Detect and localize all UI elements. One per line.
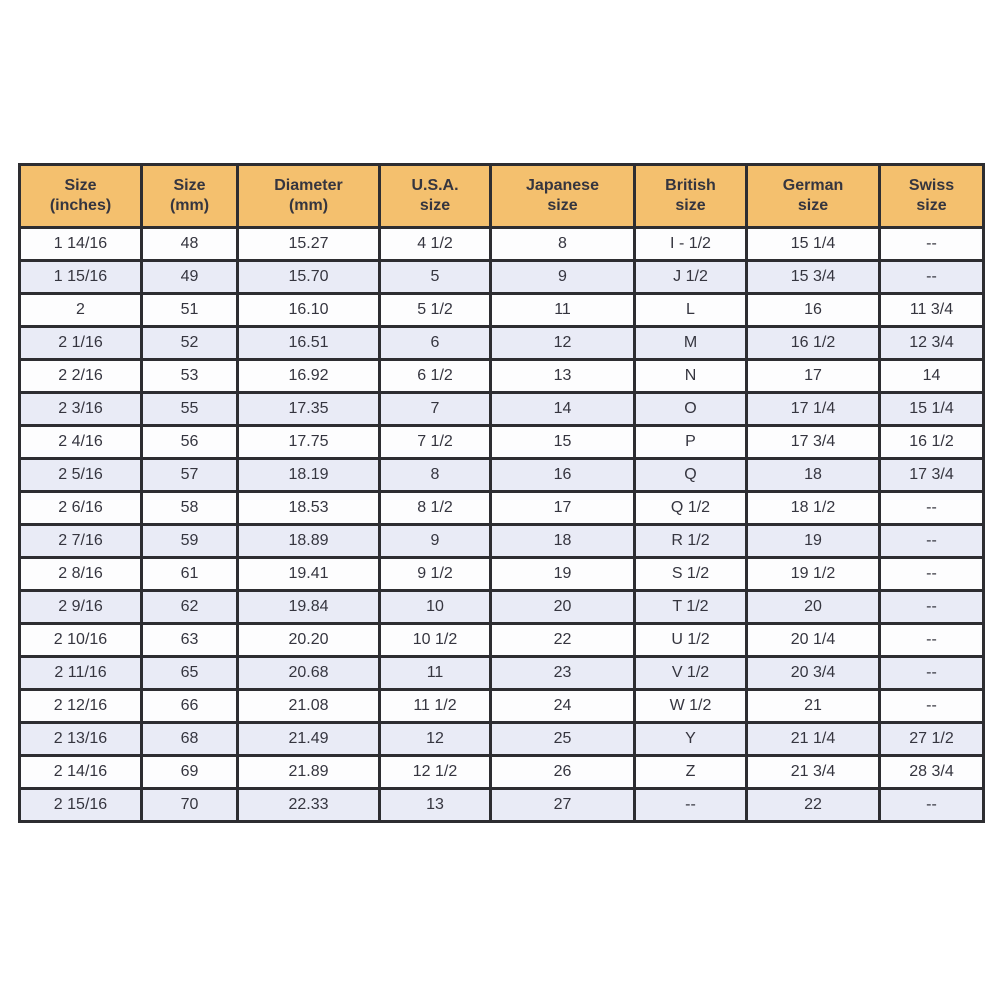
cell: -- bbox=[880, 657, 984, 690]
cell: 52 bbox=[142, 327, 238, 360]
cell: 8 bbox=[380, 459, 491, 492]
header-row bbox=[20, 165, 984, 228]
cell: 2 4/16 bbox=[20, 426, 142, 459]
cell: 23 bbox=[491, 657, 635, 690]
cell: V 1/2 bbox=[635, 657, 747, 690]
ring-size-conversion-table bbox=[18, 163, 985, 823]
cell: 27 bbox=[491, 789, 635, 822]
column-header bbox=[491, 165, 635, 228]
cell: 18.53 bbox=[238, 492, 380, 525]
cell: 15 bbox=[491, 426, 635, 459]
table-row bbox=[20, 690, 984, 723]
cell: 58 bbox=[142, 492, 238, 525]
cell: 57 bbox=[142, 459, 238, 492]
column-header-line2: (mm) bbox=[169, 197, 210, 214]
cell: 16 1/2 bbox=[747, 327, 880, 360]
cell: 8 1/2 bbox=[380, 492, 491, 525]
cell: 2 11/16 bbox=[20, 657, 142, 690]
cell: 16 bbox=[747, 294, 880, 327]
cell: 49 bbox=[142, 261, 238, 294]
cell: 2 6/16 bbox=[20, 492, 142, 525]
cell: 53 bbox=[142, 360, 238, 393]
cell: 2 14/16 bbox=[20, 756, 142, 789]
cell: I - 1/2 bbox=[635, 228, 747, 261]
table-row bbox=[20, 558, 984, 591]
cell: 18 bbox=[747, 459, 880, 492]
cell: 18.89 bbox=[238, 525, 380, 558]
cell: 20.20 bbox=[238, 624, 380, 657]
cell: 7 1/2 bbox=[380, 426, 491, 459]
cell: 19.84 bbox=[238, 591, 380, 624]
cell: 1 15/16 bbox=[20, 261, 142, 294]
cell: 27 1/2 bbox=[880, 723, 984, 756]
cell: 15.70 bbox=[238, 261, 380, 294]
cell: 17 bbox=[747, 360, 880, 393]
cell: 61 bbox=[142, 558, 238, 591]
cell: 12 bbox=[491, 327, 635, 360]
cell: -- bbox=[880, 228, 984, 261]
cell: 18.19 bbox=[238, 459, 380, 492]
cell: 11 bbox=[491, 294, 635, 327]
cell: 2 10/16 bbox=[20, 624, 142, 657]
cell: 2 15/16 bbox=[20, 789, 142, 822]
column-header bbox=[380, 165, 491, 228]
cell: Q 1/2 bbox=[635, 492, 747, 525]
cell: 2 bbox=[20, 294, 142, 327]
cell: 16 1/2 bbox=[880, 426, 984, 459]
cell: 51 bbox=[142, 294, 238, 327]
cell: 15 1/4 bbox=[747, 228, 880, 261]
cell: 15 1/4 bbox=[880, 393, 984, 426]
cell: 6 1/2 bbox=[380, 360, 491, 393]
cell: 6 bbox=[380, 327, 491, 360]
cell: 17 bbox=[491, 492, 635, 525]
cell: 2 7/16 bbox=[20, 525, 142, 558]
cell: 55 bbox=[142, 393, 238, 426]
table-row bbox=[20, 360, 984, 393]
cell: 2 9/16 bbox=[20, 591, 142, 624]
cell: 19 1/2 bbox=[747, 558, 880, 591]
cell: 16.10 bbox=[238, 294, 380, 327]
cell: 10 bbox=[380, 591, 491, 624]
column-header-line2: size bbox=[797, 197, 829, 214]
cell: J 1/2 bbox=[635, 261, 747, 294]
table-row bbox=[20, 525, 984, 558]
table-row bbox=[20, 459, 984, 492]
cell: 16.51 bbox=[238, 327, 380, 360]
column-header-line2: (mm) bbox=[288, 197, 329, 214]
cell: 13 bbox=[491, 360, 635, 393]
cell: 21 bbox=[747, 690, 880, 723]
cell: U 1/2 bbox=[635, 624, 747, 657]
column-header-line1: Size bbox=[173, 176, 206, 194]
table-row bbox=[20, 228, 984, 261]
table-row bbox=[20, 657, 984, 690]
column-header bbox=[238, 165, 380, 228]
cell: 4 1/2 bbox=[380, 228, 491, 261]
cell: 11 bbox=[380, 657, 491, 690]
table-row bbox=[20, 426, 984, 459]
cell: 20 1/4 bbox=[747, 624, 880, 657]
cell: 2 12/16 bbox=[20, 690, 142, 723]
cell: 9 1/2 bbox=[380, 558, 491, 591]
cell: 59 bbox=[142, 525, 238, 558]
cell: -- bbox=[880, 525, 984, 558]
cell: 12 bbox=[380, 723, 491, 756]
cell: 28 3/4 bbox=[880, 756, 984, 789]
cell: N bbox=[635, 360, 747, 393]
table-row bbox=[20, 789, 984, 822]
cell: 18 bbox=[491, 525, 635, 558]
cell: 22 bbox=[747, 789, 880, 822]
cell: 2 13/16 bbox=[20, 723, 142, 756]
cell: 70 bbox=[142, 789, 238, 822]
cell: -- bbox=[880, 789, 984, 822]
cell: 9 bbox=[491, 261, 635, 294]
cell: 17.35 bbox=[238, 393, 380, 426]
cell: P bbox=[635, 426, 747, 459]
cell: 69 bbox=[142, 756, 238, 789]
cell: 1 14/16 bbox=[20, 228, 142, 261]
cell: 10 1/2 bbox=[380, 624, 491, 657]
column-header-line2: size bbox=[547, 197, 578, 214]
cell: 8 bbox=[491, 228, 635, 261]
cell: 20 bbox=[747, 591, 880, 624]
cell: S 1/2 bbox=[635, 558, 747, 591]
table-row bbox=[20, 591, 984, 624]
cell: 21.08 bbox=[238, 690, 380, 723]
cell: 14 bbox=[880, 360, 984, 393]
cell: 17 3/4 bbox=[880, 459, 984, 492]
cell: 2 5/16 bbox=[20, 459, 142, 492]
cell: W 1/2 bbox=[635, 690, 747, 723]
column-header-line1: Size bbox=[64, 176, 97, 194]
cell: 56 bbox=[142, 426, 238, 459]
cell: 48 bbox=[142, 228, 238, 261]
cell: L bbox=[635, 294, 747, 327]
table-row bbox=[20, 756, 984, 789]
cell: 21 3/4 bbox=[747, 756, 880, 789]
column-header bbox=[20, 165, 142, 228]
cell: 15.27 bbox=[238, 228, 380, 261]
cell: 19 bbox=[491, 558, 635, 591]
table-header bbox=[20, 165, 984, 228]
cell: 2 2/16 bbox=[20, 360, 142, 393]
cell: R 1/2 bbox=[635, 525, 747, 558]
cell: 21.49 bbox=[238, 723, 380, 756]
table-row bbox=[20, 327, 984, 360]
cell: 16.92 bbox=[238, 360, 380, 393]
cell: 21.89 bbox=[238, 756, 380, 789]
column-header-line2: (inches) bbox=[49, 197, 112, 214]
cell: 22.33 bbox=[238, 789, 380, 822]
cell: 17 3/4 bbox=[747, 426, 880, 459]
cell: 12 3/4 bbox=[880, 327, 984, 360]
column-header-line1: Diameter bbox=[274, 176, 343, 194]
cell: 18 1/2 bbox=[747, 492, 880, 525]
column-header-line1: German bbox=[782, 176, 844, 194]
column-header bbox=[635, 165, 747, 228]
table-row bbox=[20, 261, 984, 294]
cell: Y bbox=[635, 723, 747, 756]
cell: 14 bbox=[491, 393, 635, 426]
cell: 11 1/2 bbox=[380, 690, 491, 723]
cell: -- bbox=[880, 624, 984, 657]
table-body bbox=[20, 228, 984, 822]
cell: 26 bbox=[491, 756, 635, 789]
cell: -- bbox=[880, 492, 984, 525]
cell: T 1/2 bbox=[635, 591, 747, 624]
table-row bbox=[20, 624, 984, 657]
cell: -- bbox=[635, 789, 747, 822]
cell: 21 1/4 bbox=[747, 723, 880, 756]
cell: -- bbox=[880, 558, 984, 591]
cell: 17.75 bbox=[238, 426, 380, 459]
column-header-line2: size bbox=[675, 197, 706, 214]
cell: 15 3/4 bbox=[747, 261, 880, 294]
cell: 65 bbox=[142, 657, 238, 690]
column-header-line1: Japanese bbox=[526, 176, 599, 194]
cell: 63 bbox=[142, 624, 238, 657]
table-row bbox=[20, 294, 984, 327]
cell: O bbox=[635, 393, 747, 426]
cell: 22 bbox=[491, 624, 635, 657]
cell: 12 1/2 bbox=[380, 756, 491, 789]
cell: M bbox=[635, 327, 747, 360]
cell: -- bbox=[880, 261, 984, 294]
table-row bbox=[20, 393, 984, 426]
column-header bbox=[142, 165, 238, 228]
column-header-line1: Swiss bbox=[908, 176, 955, 194]
cell: 17 1/4 bbox=[747, 393, 880, 426]
column-header-line2: size bbox=[419, 197, 451, 214]
cell: 2 1/16 bbox=[20, 327, 142, 360]
cell: 66 bbox=[142, 690, 238, 723]
cell: Z bbox=[635, 756, 747, 789]
cell: 11 3/4 bbox=[880, 294, 984, 327]
cell: Q bbox=[635, 459, 747, 492]
cell: 20 3/4 bbox=[747, 657, 880, 690]
cell: 24 bbox=[491, 690, 635, 723]
cell: 13 bbox=[380, 789, 491, 822]
column-header-line1: British bbox=[665, 176, 716, 194]
table-row bbox=[20, 492, 984, 525]
cell: 62 bbox=[142, 591, 238, 624]
cell: 5 bbox=[380, 261, 491, 294]
cell: 20 bbox=[491, 591, 635, 624]
cell: 2 8/16 bbox=[20, 558, 142, 591]
cell: 2 3/16 bbox=[20, 393, 142, 426]
cell: 9 bbox=[380, 525, 491, 558]
cell: 68 bbox=[142, 723, 238, 756]
cell: 20.68 bbox=[238, 657, 380, 690]
cell: 7 bbox=[380, 393, 491, 426]
cell: 25 bbox=[491, 723, 635, 756]
cell: 19.41 bbox=[238, 558, 380, 591]
table-row bbox=[20, 723, 984, 756]
column-header bbox=[747, 165, 880, 228]
cell: 16 bbox=[491, 459, 635, 492]
column-header-line1: U.S.A. bbox=[411, 176, 459, 194]
column-header bbox=[880, 165, 984, 228]
cell: 19 bbox=[747, 525, 880, 558]
cell: -- bbox=[880, 591, 984, 624]
cell: 5 1/2 bbox=[380, 294, 491, 327]
column-header-line2: size bbox=[916, 197, 947, 214]
cell: -- bbox=[880, 690, 984, 723]
